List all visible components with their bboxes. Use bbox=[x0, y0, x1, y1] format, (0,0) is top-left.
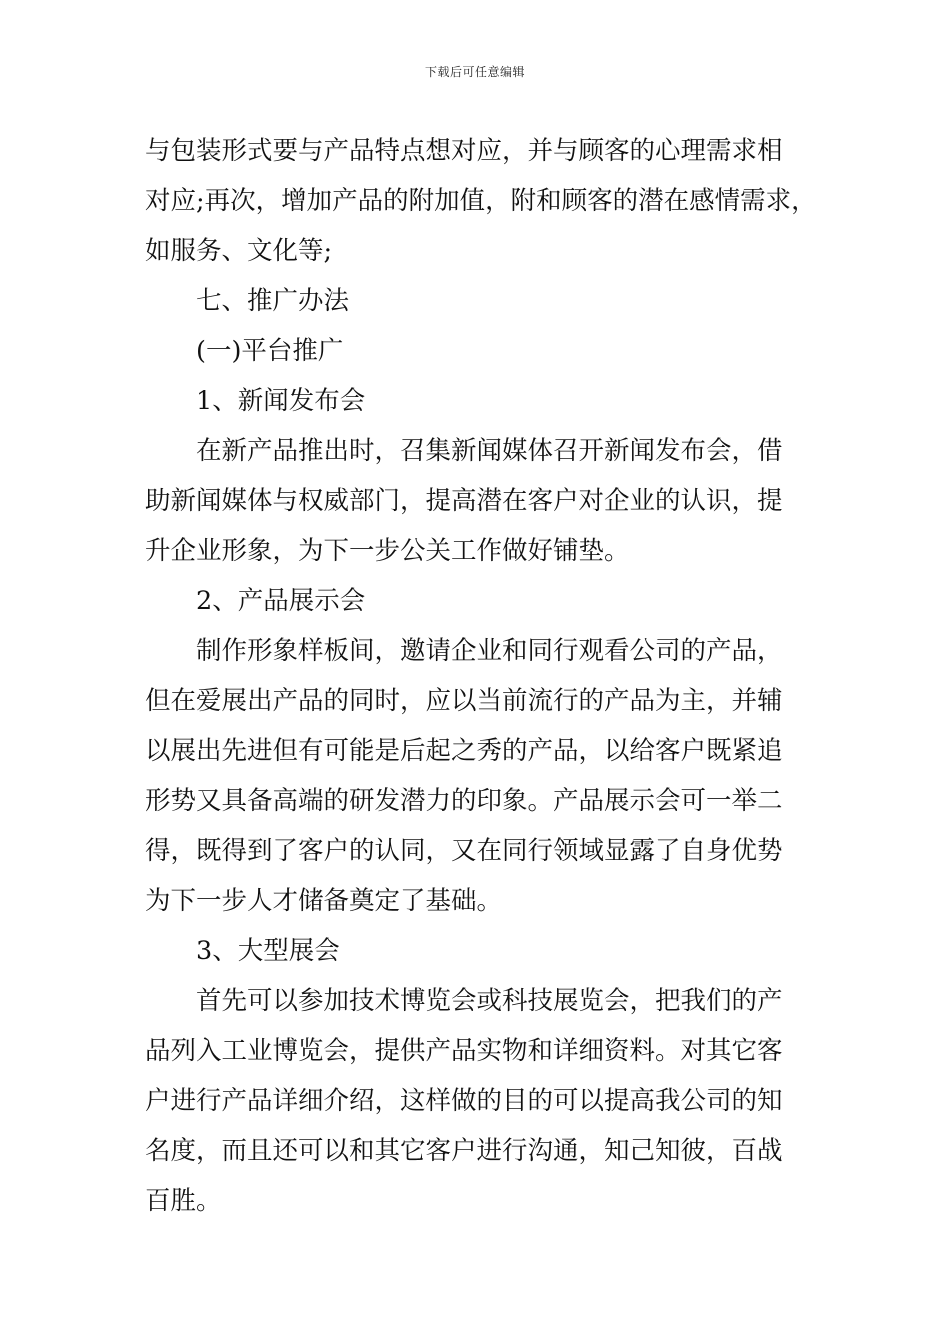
page-header: 下载后可任意编辑 bbox=[424, 65, 525, 79]
text-line: 对应;再次，增加产品的附加值，附和顾客的潜在感情需求， bbox=[145, 186, 817, 216]
text-line: 如服务、文化等; bbox=[145, 236, 333, 266]
text-line: 2、产品展示会 bbox=[196, 586, 366, 616]
text-line: 3、大型展会 bbox=[196, 936, 340, 966]
text-line: 以展出先进但有可能是后起之秀的产品，以给客户既紧追 bbox=[145, 736, 783, 766]
text-line: 在新产品推出时，召集新闻媒体召开新闻发布会，借 bbox=[196, 436, 783, 466]
text-line: 制作形象样板间，邀请企业和同行观看公司的产品， bbox=[196, 636, 783, 666]
text-line: 为下一步人才储备奠定了基础。 bbox=[145, 886, 503, 916]
text-line: 1、新闻发布会 bbox=[196, 386, 366, 416]
text-line: 品列入工业博览会，提供产品实物和详细资料。对其它客 bbox=[145, 1036, 783, 1066]
text-line: 首先可以参加技术博览会或科技展览会，把我们的产 bbox=[196, 986, 783, 1016]
text-line: 户进行产品详细介绍，这样做的目的可以提高我公司的知 bbox=[145, 1086, 783, 1116]
text-line: 但在爱展出产品的同时，应以当前流行的产品为主，并辅 bbox=[145, 686, 783, 716]
text-line: 助新闻媒体与权威部门，提高潜在客户对企业的认识，提 bbox=[145, 486, 783, 516]
text-line: 名度，而且还可以和其它客户进行沟通，知己知彼，百战 bbox=[145, 1136, 783, 1166]
text-line: 百胜。 bbox=[145, 1186, 222, 1216]
document-body bbox=[145, 126, 817, 1226]
text-line: (一)平台推广 bbox=[196, 336, 344, 366]
text-line: 与包装形式要与产品特点想对应，并与顾客的心理需求相 bbox=[145, 136, 783, 166]
text-line: 七、推广办法 bbox=[196, 286, 350, 316]
text-line: 升企业形象，为下一步公关工作做好铺垫。 bbox=[145, 536, 630, 566]
text-line: 形势又具备高端的研发潜力的印象。产品展示会可一举二 bbox=[145, 786, 783, 816]
text-line: 得，既得到了客户的认同，又在同行领域显露了自身优势 bbox=[145, 836, 783, 866]
